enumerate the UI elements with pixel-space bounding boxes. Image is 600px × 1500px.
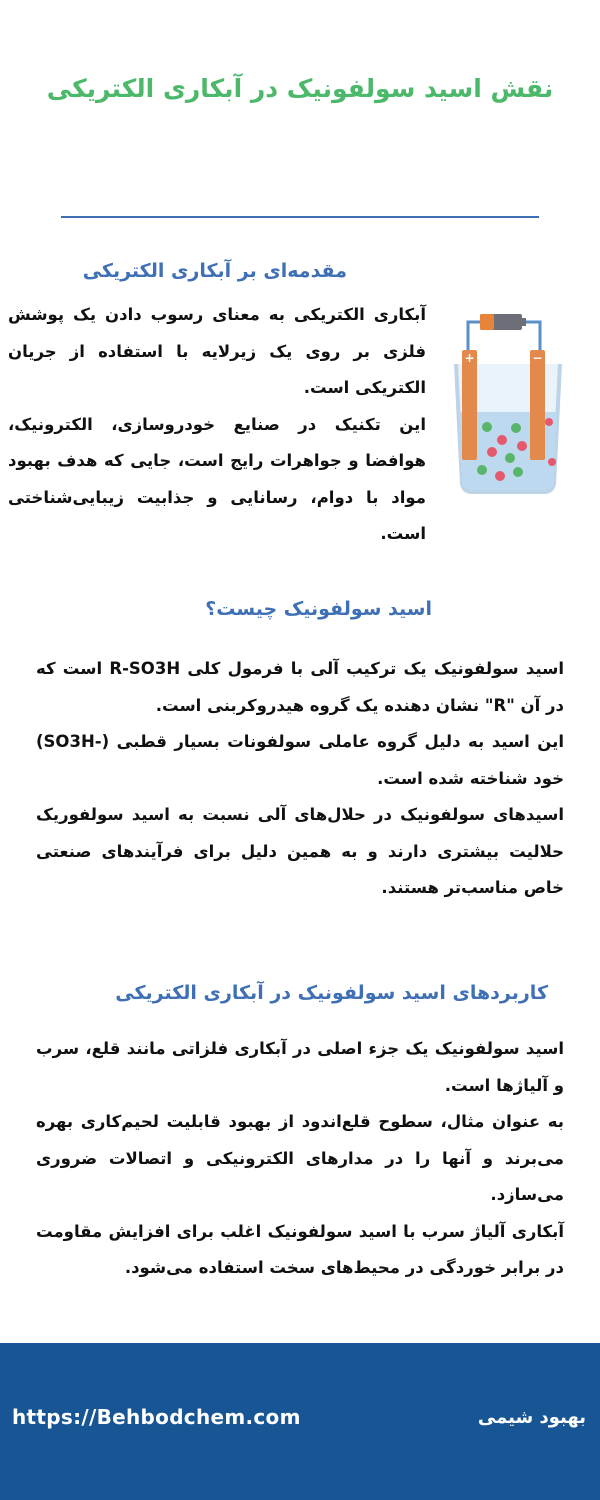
paragraph: اسید سولفونیک یک جزء اصلی در آبکاری فلزاتی مانند قلع، سرب و آلیاژها است.: [36, 1039, 564, 1095]
paragraph: به عنوان مثال، سطوح قلع‌اندود از بهبود قابلیت لحیم‌کاری بهره می‌برند و آنها را در مدارهای الکترونیکی و اتصالات ضروری می‌سازد.: [36, 1112, 564, 1204]
paragraph: اسید سولفونیک یک ترکیب آلی با فرمول کلی R-SO3H است که در آن "R" نشان دهنده یک گروه هیدروکربنی است.: [36, 659, 564, 715]
anode-electrode: [462, 350, 477, 460]
paragraph: اسیدهای سولفونیک در حلال‌های آلی نسبت به اسید سولفوریک حلالیت بیشتری دارند و به همین دلیل برای فرآیندهای صنعتی خاص مناسب‌تر هستند.: [36, 805, 564, 897]
website-link[interactable]: https://Behbodchem.com: [12, 1405, 301, 1429]
footer: [0, 1343, 600, 1500]
paragraph: این اسید به دلیل گروه عاملی سولفونات بسیار قطبی (-SO3H) خود شناخته شده است.: [36, 732, 564, 788]
svg-text:−: −: [532, 351, 543, 365]
uses-text: [36, 1031, 564, 1287]
cathode-electrode: [530, 350, 545, 460]
divider: [61, 216, 539, 218]
brand-name: بهبود شیمی: [477, 1407, 586, 1428]
section-heading-what: اسید سولفونیک چیست؟: [205, 598, 432, 620]
section-heading-uses: کاربردهای اسید سولفونیک در آبکاری الکتریکی: [115, 982, 548, 1004]
electroplating-beaker-icon: [452, 312, 564, 498]
page-title: نقش اسید سولفونیک در آبکاری الکتریکی: [46, 74, 554, 103]
what-text: [36, 651, 564, 907]
paragraph: آبکاری الکتریکی به معنای رسوب دادن یک پوشش فلزی بر روی یک زیرلایه با استفاده از جریان الکتریکی است.: [8, 305, 426, 397]
section-heading-intro: مقدمه‌ای بر آبکاری الکتریکی: [82, 260, 347, 282]
paragraph: آبکاری آلیاژ سرب با اسید سولفونیک اغلب برای افزایش مقاومت در برابر خوردگی در محیط‌های سخت استفاده می‌شود.: [36, 1221, 564, 1277]
intro-text: [8, 297, 426, 553]
svg-text:+: +: [464, 351, 475, 365]
paragraph: این تکنیک در صنایع خودروسازی، الکترونیک، هوافضا و جواهرات رایج است، جایی که هدف بهبود مواد با دوام، رسانایی و جذابیت زیبایی‌شناختی است.: [8, 414, 426, 543]
